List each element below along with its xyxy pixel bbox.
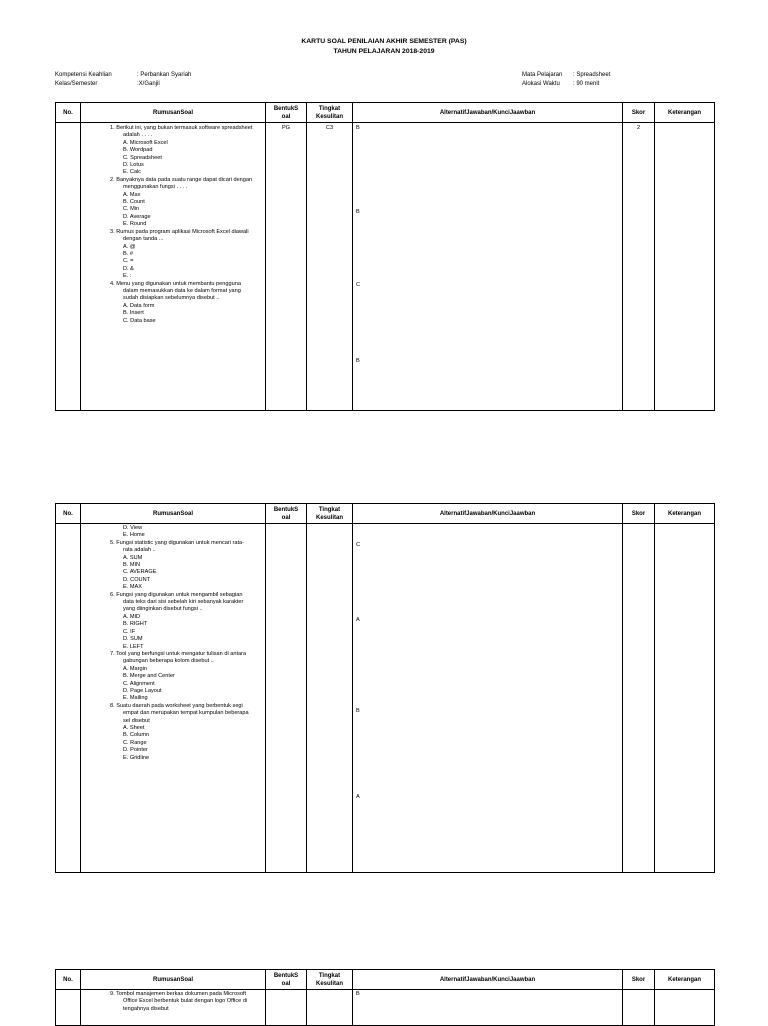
rumusan-cell	[81, 123, 266, 411]
kompetensi-label: Kompetensi Keahlian	[55, 72, 112, 78]
col-alternatif: AlternatifJawaban/KunciJaawban	[353, 103, 623, 123]
table-row	[56, 990, 715, 1026]
option: B. #	[123, 250, 133, 257]
answer-key: C	[356, 282, 361, 288]
question-3: 3. Rumus pada program aplikasi Microsoft Excel diawali dengan tanda ...	[110, 228, 249, 243]
question-1: 1. Berikut ini, yang bukan termasuk software spreadsheet adalah . . . .	[110, 125, 253, 139]
col-rumusan: RumusanSoal	[81, 103, 266, 123]
option: D. Average	[123, 213, 151, 220]
col-bentuk: BentukS oal	[266, 103, 307, 123]
answer-key: B	[356, 125, 360, 131]
document-subtitle: TAHUN PELAJARAN 2018-2019	[333, 48, 435, 55]
table-row	[56, 123, 715, 411]
option: E. Gridline	[123, 754, 150, 761]
option: C. Spreadsheet	[123, 154, 162, 161]
option: D. COUNT	[123, 576, 151, 583]
option: A. MID	[123, 613, 141, 620]
option: E. MAX	[123, 584, 142, 591]
question-8: 8. Suatu daerah pada worksheet yang berbentuk segi empat dan merupakan tempat kumpulan beberapa sel disebut	[110, 702, 249, 724]
option: B. Count	[123, 199, 145, 206]
col-bentuk: BentukS oal	[266, 970, 307, 990]
tingkat-cell	[307, 990, 353, 1026]
bentuk-cell	[266, 524, 307, 873]
col-skor: Skor	[623, 970, 655, 990]
no-cell	[56, 524, 81, 873]
option: B. Insert	[123, 310, 144, 317]
question-5: 5. Fungsi statistic yang digunakan untuk mencari rata-rata adalah ..	[110, 539, 245, 554]
col-alternatif: AlternatifJawaban/KunciJaawban	[353, 504, 623, 524]
option: E. LEFT	[123, 643, 144, 650]
col-rumusan: RumusanSoal	[81, 504, 266, 524]
option: B. MIN	[123, 562, 141, 569]
col-skor: Skor	[623, 504, 655, 524]
kelas-label: Kelas/Semester	[55, 81, 98, 87]
no-cell	[56, 990, 81, 1026]
question-2: 2. Banyaknya data pada suatu range dapat dicari dengan menggunakan fungsi . . . .	[110, 176, 253, 191]
question-4: 4. Menu yang digunakan untuk membantu pengguna dalam memasukkan data ke dalam format yang sudah disiapkan sebelumnya disebut ..	[110, 280, 241, 302]
option: D. View	[123, 525, 143, 531]
option: B. RIGHT	[123, 621, 148, 628]
option: C. =	[123, 258, 134, 265]
option: A. @	[123, 243, 136, 250]
option: E. Round	[123, 221, 147, 228]
answer-key: B	[356, 708, 360, 714]
col-no: No.	[56, 103, 81, 123]
col-no: No.	[56, 504, 81, 524]
bentuk-cell	[266, 990, 307, 1026]
option: B. Merge and Center	[123, 673, 175, 680]
mapel-value: : Spreadsheet	[573, 72, 611, 78]
skor-cell	[623, 524, 655, 873]
no-cell	[56, 123, 81, 411]
keterangan-cell	[655, 524, 715, 873]
option: A. Data form	[123, 302, 155, 309]
option: E. Mailing	[123, 695, 148, 702]
option: A. Margin	[123, 665, 147, 672]
rumusan-cell	[81, 990, 266, 1026]
option: C. Min	[123, 206, 140, 213]
col-no: No.	[56, 970, 81, 990]
option: C. AVERAGE	[123, 569, 157, 576]
skor-cell	[623, 990, 655, 1026]
rumusan-cell	[81, 524, 266, 873]
alternatif-cell	[353, 524, 623, 873]
col-keterangan: Keterangan	[655, 103, 715, 123]
option: D. Pointer	[123, 747, 148, 754]
col-skor: Skor	[623, 103, 655, 123]
option: E. :	[123, 273, 132, 280]
skor-cell: 2	[623, 123, 655, 411]
option: D. Page Layout	[123, 687, 162, 694]
col-keterangan: Keterangan	[655, 504, 715, 524]
question-card-table-3	[55, 969, 715, 1026]
alternatif-cell	[353, 990, 623, 1026]
option: C. IF	[123, 628, 136, 635]
question-7: 7. Tool yang berfungsi untuk mengatur tulisan di antara gabungan beberapa kolom disebut ..	[110, 650, 247, 665]
answer-key: A	[356, 617, 360, 623]
option: A. Microsoft Excel	[123, 139, 168, 146]
option: A. Sheet	[123, 724, 145, 731]
option: C. Data base	[123, 317, 156, 324]
table-header-row	[56, 103, 715, 123]
answer-key: B	[356, 991, 360, 997]
alokasi-label: Alokasi Waktu	[522, 81, 560, 87]
answer-key: C	[356, 542, 361, 548]
col-alternatif: AlternatifJawaban/KunciJaawban	[353, 970, 623, 990]
keterangan-cell	[655, 123, 715, 411]
option: A. Max	[123, 191, 141, 198]
tingkat-cell: C3	[307, 123, 353, 411]
document-title: KARTU SOAL PENILAIAN AKHIR SEMESTER (PAS)	[301, 38, 467, 45]
col-tingkat: Tingkat Kesulitan	[307, 504, 353, 524]
col-tingkat: Tingkat Kesulitan	[307, 103, 353, 123]
question-6: 6. Fungsi yang digunakan untuk mengambil sebagian data teks dari sisi sebelah kiri sebanyak karakter yang diinginkan disebut fungsi ..	[110, 591, 244, 613]
option: D. SUM	[123, 636, 143, 643]
col-tingkat: Tingkat Kesulitan	[307, 970, 353, 990]
kompetensi-value: : Perbankan Syariah	[137, 72, 192, 78]
mapel-label: Mata Pelajaran	[522, 72, 563, 78]
option: D. Lotus	[123, 162, 144, 169]
alternatif-cell	[353, 123, 623, 411]
answer-key: B	[356, 358, 360, 364]
option: B. Wordpad	[123, 147, 153, 154]
col-bentuk: BentukS oal	[266, 504, 307, 524]
option: A. SUM	[123, 554, 143, 561]
bentuk-cell: PG	[266, 123, 307, 411]
table-header-row	[56, 504, 715, 524]
col-keterangan: Keterangan	[655, 970, 715, 990]
kelas-value: :X/Ganjil	[137, 81, 160, 87]
alokasi-value: : 90 menit	[573, 81, 600, 87]
option: C. Range	[123, 739, 147, 746]
option: E. Calc	[123, 169, 142, 176]
keterangan-cell	[655, 990, 715, 1026]
tingkat-cell	[307, 524, 353, 873]
answer-key: A	[356, 794, 360, 800]
col-rumusan: RumusanSoal	[81, 970, 266, 990]
option: D. &	[123, 265, 134, 272]
option: E. Home	[123, 532, 145, 539]
question-9: 9. Tombol manajemen berkas dokumen pada Microsoft Office Excel berbentuk bulat dengan logo Office di tengahnya disebut	[110, 991, 248, 1012]
table-header-row	[56, 970, 715, 990]
answer-key: B	[356, 209, 360, 215]
question-card-table-1	[55, 102, 715, 411]
option: B. Column	[123, 732, 150, 739]
question-card-table-2	[55, 503, 715, 873]
table-row	[56, 524, 715, 873]
option: C. Alignment	[123, 680, 155, 687]
